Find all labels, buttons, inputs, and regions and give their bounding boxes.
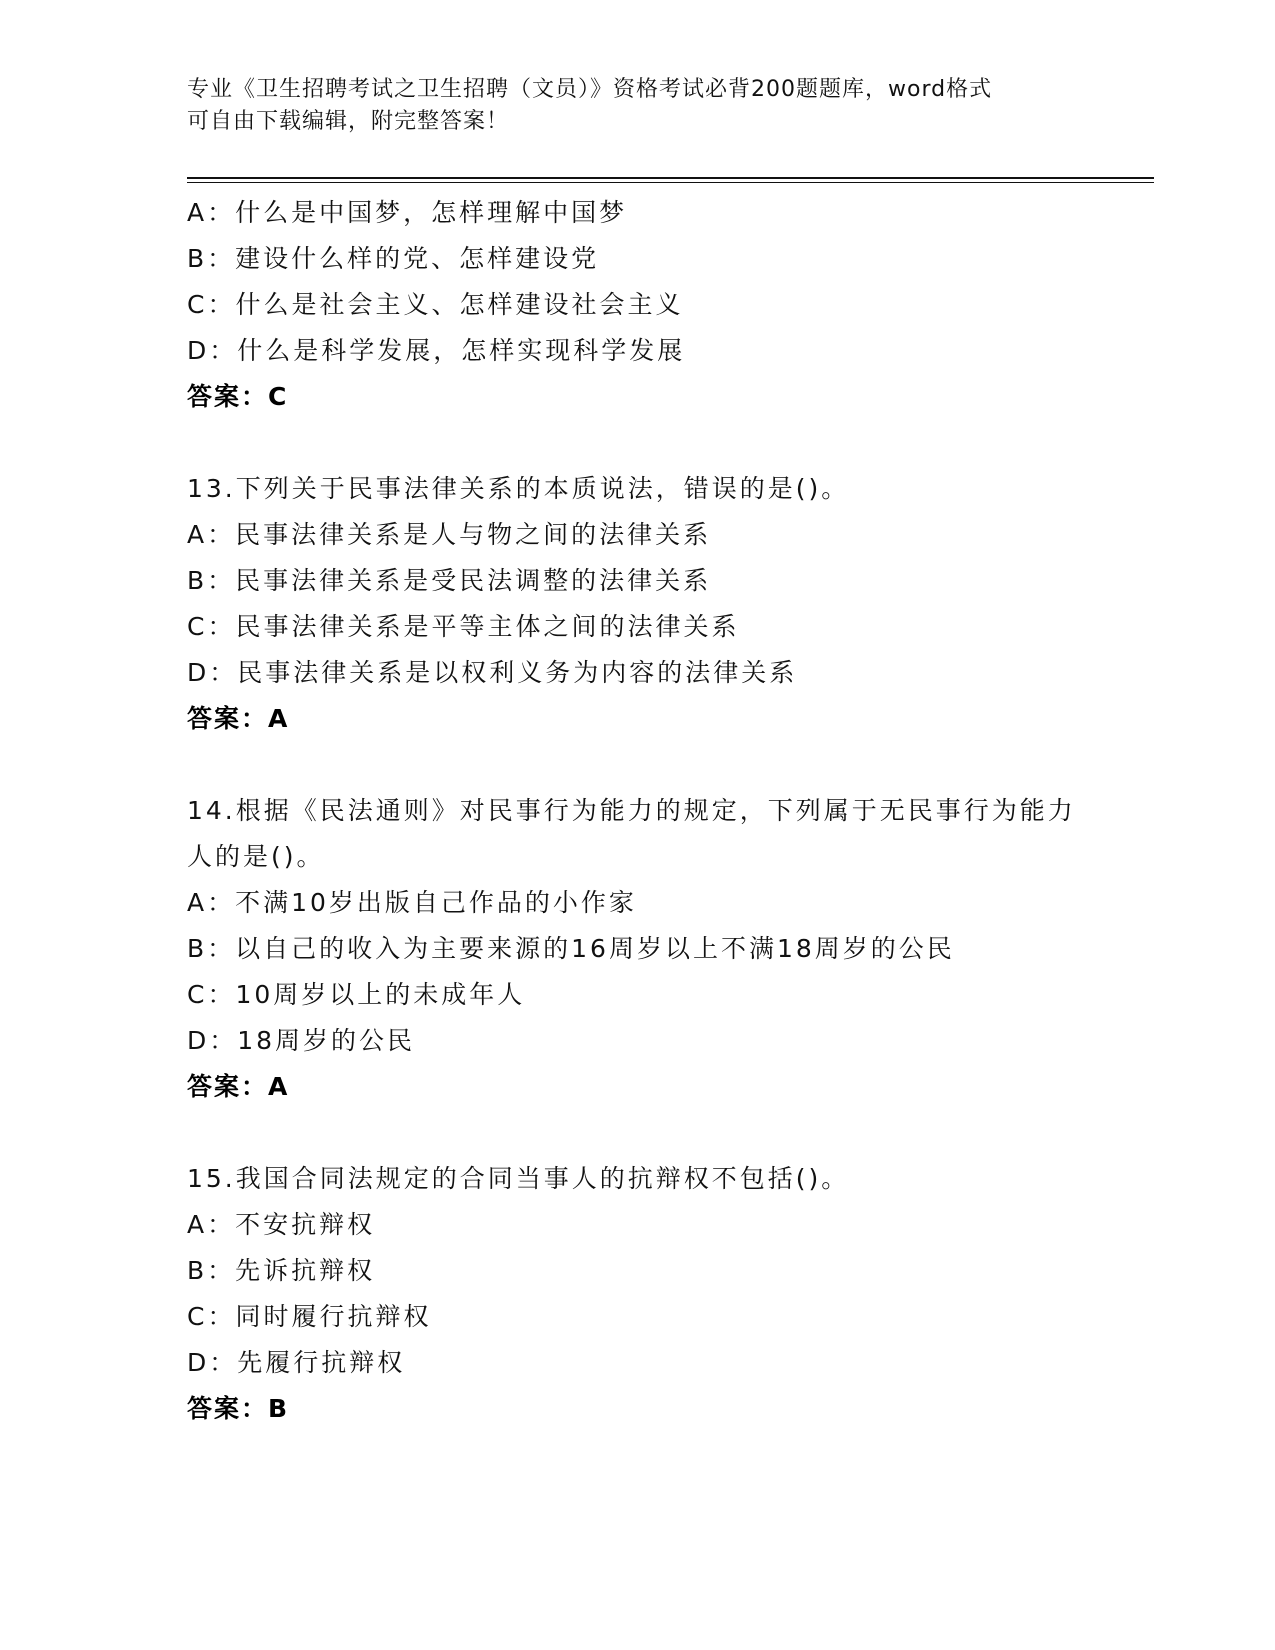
question-list — [187, 190, 1087, 1478]
question-13 — [187, 466, 1087, 742]
option-c: C：民事法律关系是平等主体之间的法律关系 — [187, 612, 740, 641]
question-12-continued — [187, 190, 1087, 420]
option-a: A：什么是中国梦，怎样理解中国梦 — [187, 198, 628, 227]
option-d: D：18周岁的公民 — [187, 1026, 416, 1055]
answer-line: 答案：C — [187, 382, 289, 411]
question-title: 14.根据《民法通则》对民事行为能力的规定，下列属于无民事行为能力人的是()。 — [187, 796, 1076, 871]
header-divider-thin — [187, 182, 1154, 183]
option-d: D：先履行抗辩权 — [187, 1348, 406, 1377]
answer-line: 答案：A — [187, 704, 290, 733]
option-c: C：什么是社会主义、怎样建设社会主义 — [187, 290, 684, 319]
question-title: 13.下列关于民事法律关系的本质说法，错误的是()。 — [187, 474, 850, 503]
header-line-2: 可自由下载编辑，附完整答案！ — [187, 109, 510, 134]
option-a: A：不满10岁出版自己作品的小作家 — [187, 888, 637, 917]
option-b: B：建设什么样的党、怎样建设党 — [187, 244, 600, 273]
question-14 — [187, 788, 1087, 1110]
header-divider-thick — [187, 177, 1154, 179]
header-line-1: 专业《卫生招聘考试之卫生招聘（文员）》资格考试必背200题题库，word格式 — [187, 77, 993, 102]
option-b: B：以自己的收入为主要来源的16周岁以上不满18周岁的公民 — [187, 934, 955, 963]
option-d: D：民事法律关系是以权利义务为内容的法律关系 — [187, 658, 798, 687]
option-c: C：同时履行抗辩权 — [187, 1302, 432, 1331]
option-c: C：10周岁以上的未成年人 — [187, 980, 526, 1009]
option-b: B：先诉抗辩权 — [187, 1256, 376, 1285]
option-b: B：民事法律关系是受民法调整的法律关系 — [187, 566, 712, 595]
option-a: A：不安抗辩权 — [187, 1210, 376, 1239]
question-title: 15.我国合同法规定的合同当事人的抗辩权不包括()。 — [187, 1164, 850, 1193]
answer-line: 答案：B — [187, 1394, 290, 1423]
document-header — [187, 74, 1087, 138]
option-a: A：民事法律关系是人与物之间的法律关系 — [187, 520, 712, 549]
option-d: D：什么是科学发展，怎样实现科学发展 — [187, 336, 686, 365]
answer-line: 答案：A — [187, 1072, 290, 1101]
question-15 — [187, 1156, 1087, 1432]
